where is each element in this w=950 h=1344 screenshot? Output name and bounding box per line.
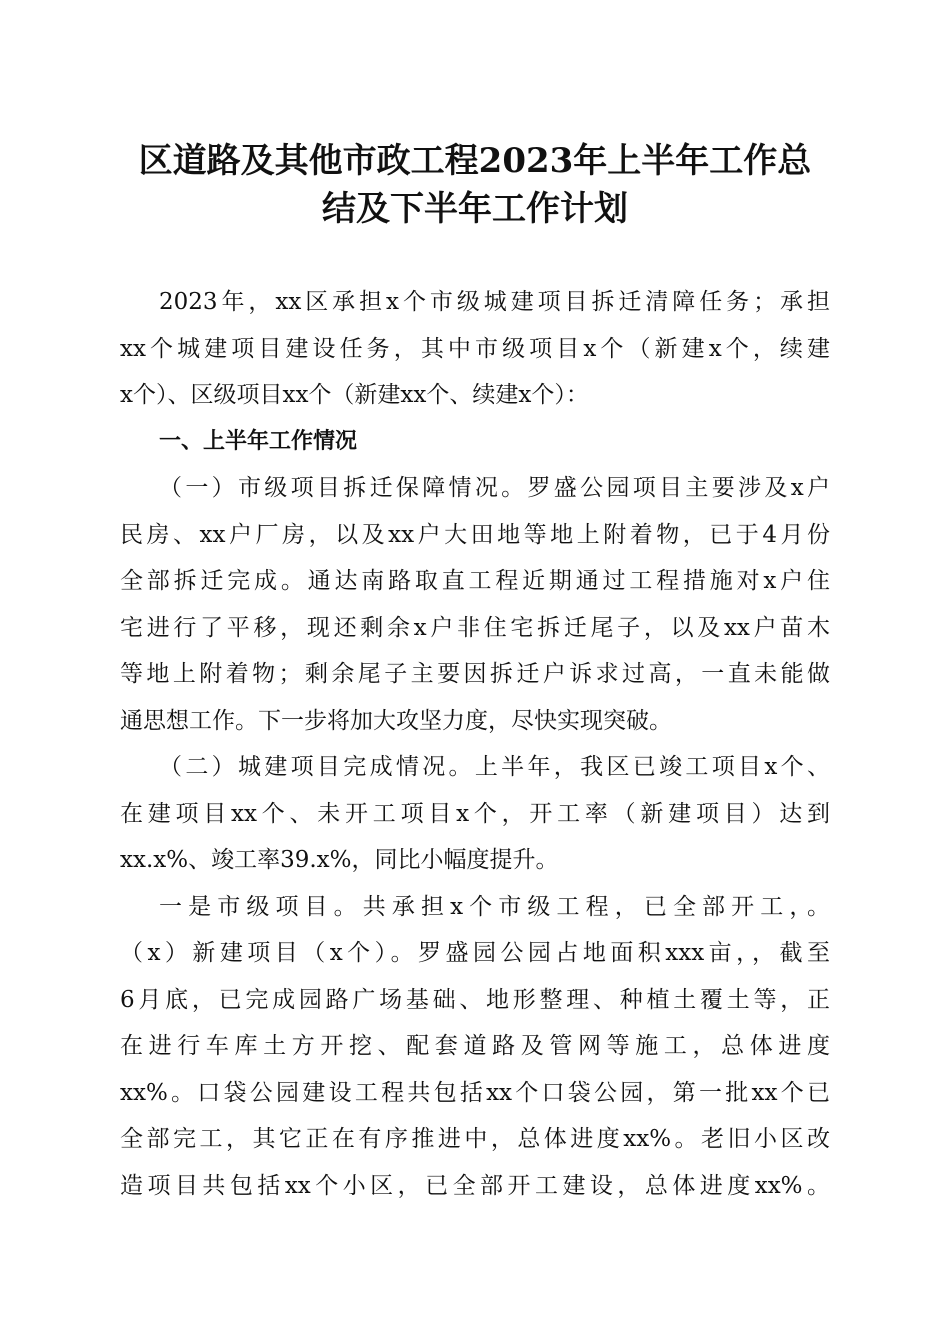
sub-2-line-1: （二）城建项目完成情况。上半年，我区已竣工项目x个、 bbox=[159, 754, 830, 780]
intro-line-3: x个）、区级项目xx个（新建xx个、续建x个）： bbox=[120, 382, 589, 408]
sub-1-line-1: （一）市级项目拆迁保障情况。罗盛公园项目主要涉及x户 bbox=[159, 475, 830, 501]
sub-1-line-2: 民房、xx户厂房，以及xx户大田地等地上附着物，已于4月份 bbox=[120, 521, 830, 548]
sub-1-line-5: 等地上附着物；剩余尾子主要因拆迁户诉求过高，一直未能做 bbox=[120, 661, 830, 687]
municipal-line-3: 6月底，已完成园路广场基础、地形整理、种植土覆土等，正 bbox=[120, 986, 830, 1013]
section-1-heading: 一、上半年工作情况 bbox=[159, 428, 358, 454]
municipal-line-2: （x）新建项目（x个）。罗盛园公园占地面积xxx亩，，截至 bbox=[120, 940, 830, 966]
municipal-line-4: 在进行车库土方开挖、配套道路及管网等施工，总体进度 bbox=[120, 1033, 830, 1059]
municipal-line-5: xx%。口袋公园建设工程共包括xx个口袋公园，第一批xx个已 bbox=[120, 1079, 830, 1106]
municipal-line-7: 造项目共包括xx个小区，已全部开工建设，总体进度xx%。 bbox=[120, 1172, 830, 1199]
sub-2-line-3: xx.x%、竣工率39.x%，同比小幅度提升。 bbox=[120, 847, 559, 873]
sub-2-line-2: 在建项目xx个、未开工项目x个，开工率（新建项目）达到 bbox=[120, 800, 830, 827]
document-title-line-1: 区道路及其他市政工程2023年上半年工作总 bbox=[138, 141, 812, 181]
sub-1-line-3: 全部拆迁完成。通达南路取直工程近期通过工程措施对x户住 bbox=[120, 568, 830, 594]
sub-1-line-4: 宅进行了平移，现还剩余x户非住宅拆迁尾子，以及xx户苗木 bbox=[120, 614, 830, 641]
intro-line-2: xx个城建项目建设任务，其中市级项目x个（新建x个，续建 bbox=[120, 335, 830, 362]
municipal-line-1: 一是市级项目。共承担x个市级工程，已全部开工，。 bbox=[159, 893, 830, 920]
document-body bbox=[120, 279, 830, 1209]
intro-line-1: 2023年，xx区承担x个市级城建项目拆迁清障任务；承担 bbox=[159, 289, 830, 315]
document-title-line-2: 结及下半年工作计划 bbox=[322, 189, 628, 229]
sub-1-line-6: 通思想工作。下一步将加大攻坚力度，尽快实现突破。 bbox=[120, 707, 672, 734]
municipal-line-6: 全部完工，其它正在有序推进中，总体进度xx%。老旧小区改 bbox=[120, 1126, 830, 1152]
